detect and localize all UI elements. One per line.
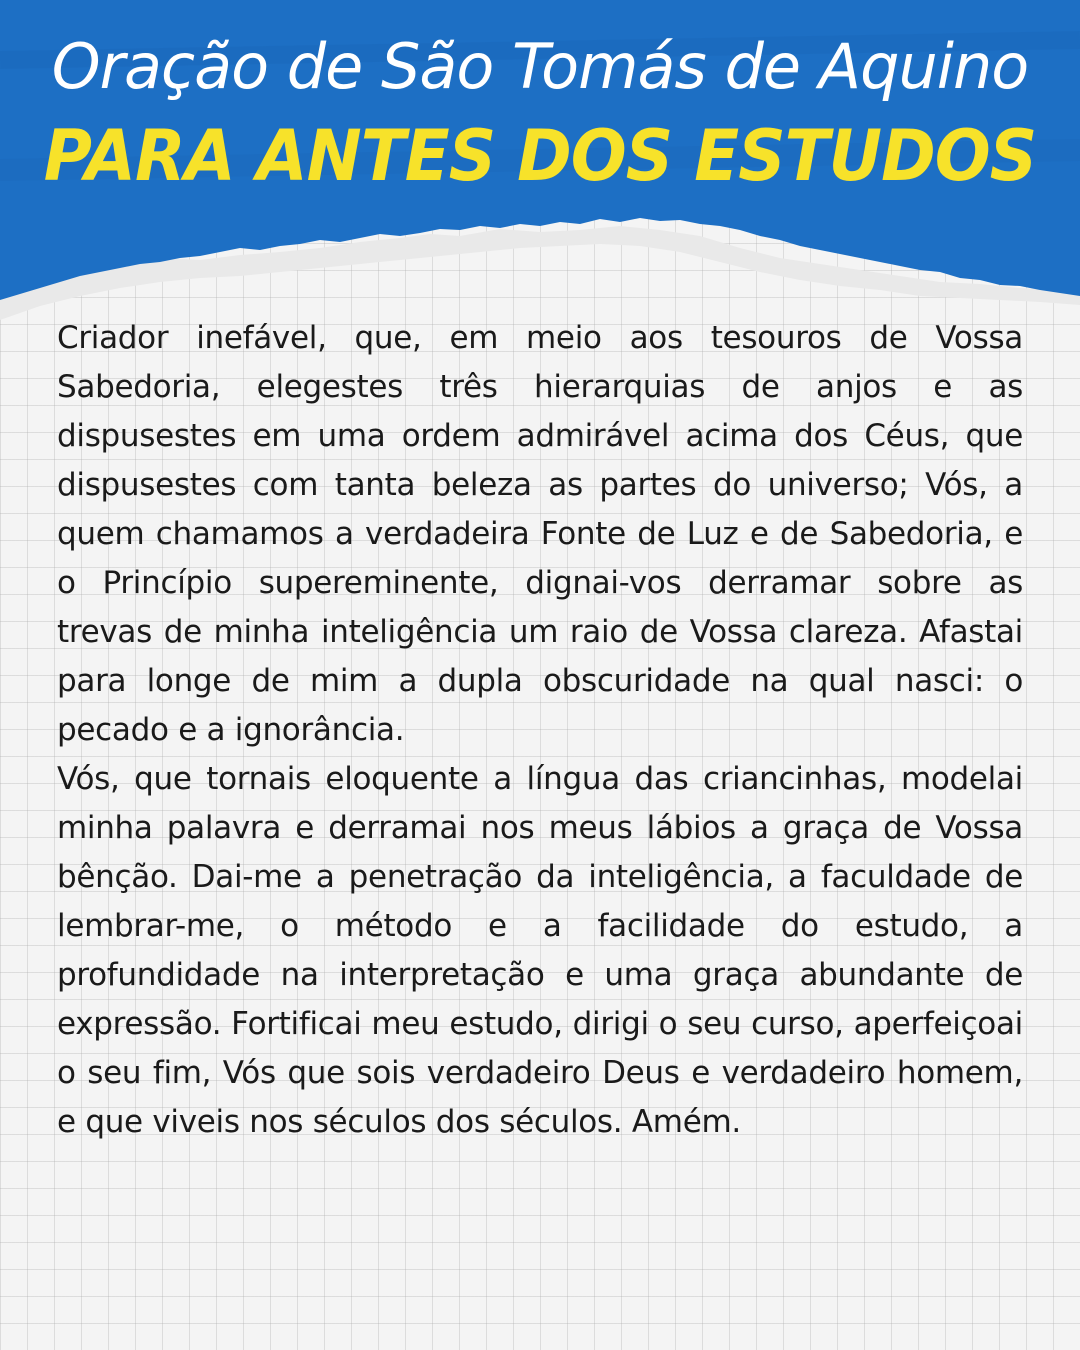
prayer-paragraph-1: Criador inefável, que, em meio aos tesouros de Vossa Sabedoria, elegestes três hierarquias de anjos e as dispusestes em uma ordem admirável acima dos Céus, que dispusestes com tanta beleza as partes do universo; Vós, a quem chamamos a verdadeira Fonte de Luz e de Sabedoria, e o Princípio supereminente, dignai-vos derramar sobre as trevas de minha inteligência um raio de Vossa clareza. Afastai para longe de mim a dupla obscuridade na qual nasci: o pecado e a ignorância. bbox=[57, 320, 1023, 748]
prayer-text bbox=[57, 314, 1023, 1147]
torn-paper-banner bbox=[0, 0, 1080, 330]
title-line-2: PARA ANTES DOS ESTUDOS bbox=[43, 115, 1037, 197]
title-line-1: Oração de São Tomás de Aquino bbox=[51, 30, 1029, 103]
prayer-paragraph-2: Vós, que tornais eloquente a língua das criancinhas, modelai minha palavra e derramai nos meus lábios a graça de Vossa bênção. Dai-me a penetração da inteligência, a faculdade de lembrar-me, o método e a facilidade do estudo, a profundidade na interpretação e uma graça abundante de expressão. Fortificai meu estudo, dirigi o seu curso, aperfeiçoai o seu fim, Vós que sois verdadeiro Deus e verdadeiro homem, e que viveis nos séculos dos séculos. Amém. bbox=[57, 761, 1023, 1140]
